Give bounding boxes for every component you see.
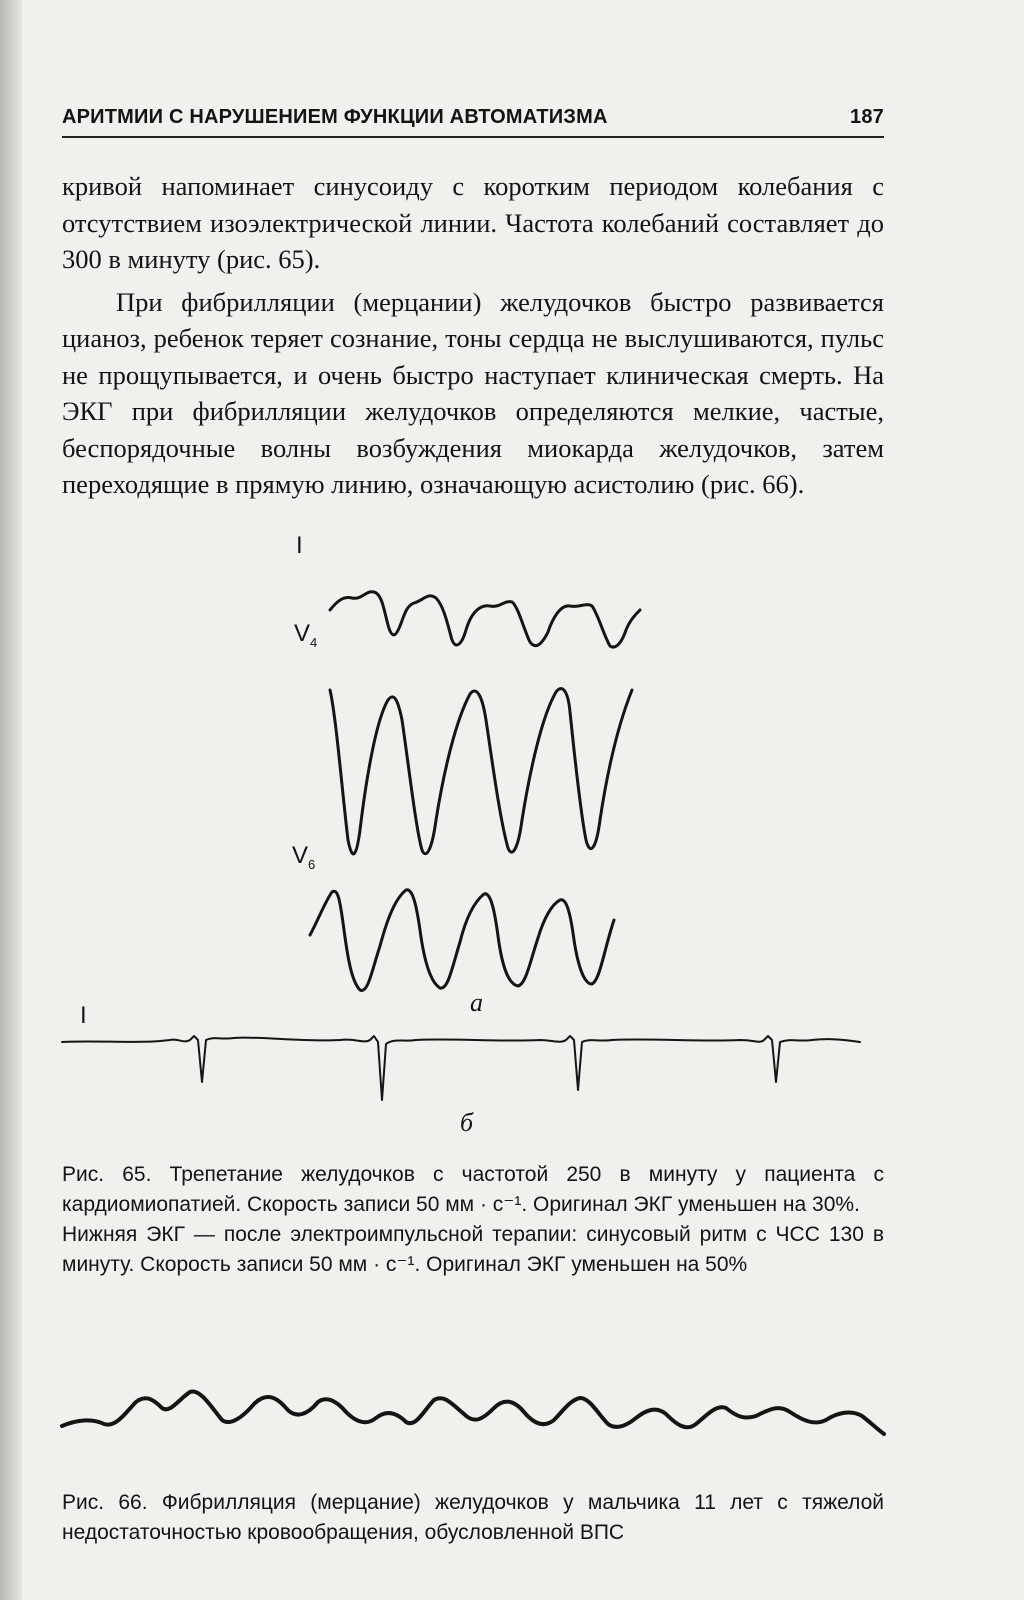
figure-65-caption-line-1: Рис. 65. Трепетание желудочков с частотой 250 в минуту у пациента с кардиомиопатией. Скорость записи 50 мм · с⁻¹. Оригинал ЭКГ уменьшен на 30%. — [62, 1163, 884, 1216]
ecg-trace-fibrillation — [62, 1391, 884, 1434]
chapter-title: АРИТМИИ С НАРУШЕНИЕМ ФУНКЦИИ АВТОМАТИЗМА — [62, 106, 608, 128]
figure-66-caption: Рис. 66. Фибрилляция (мерцание) желудочков у мальчика 11 лет с тяжелой недостаточностью кровообращения, обусловленной ВПС — [62, 1491, 884, 1544]
page-number: 187 — [850, 106, 884, 128]
panel-label-b: б — [460, 1108, 474, 1137]
lead-label-v4: $V_4$ — [294, 620, 318, 650]
ecg-trace-lead-i — [330, 592, 640, 647]
ecg-trace-sinus-rhythm — [62, 1036, 860, 1100]
ecg-trace-lead-v6 — [310, 890, 614, 991]
lead-label-v6: $V_6$ — [292, 842, 316, 872]
lead-label-i: I — [296, 532, 303, 559]
paragraph-2: При фибрилляции (мерцании) желудочков быстро развивается цианоз, ребенок теряет сознание, тоны сердца не выслушиваются, пульс не прощупывается, и очень быстро наступает клиническая смерть. На ЭКГ при фибрилляции желудочков определяются мелкие, частые, беспорядочные волны возбуждения миокарда желудочков, затем переходящие в прямую линию, означающую асистолию (рис. 66). — [62, 286, 884, 499]
panel-label-a: а — [470, 988, 483, 1017]
figure-65-caption — [62, 1160, 884, 1280]
paragraph-1: кривой напоминает синусоиду с коротким периодом колебания с отсутствием изоэлектрической линии. Частота колебаний составляет до 300 в минуту (рис. 65). — [62, 171, 884, 274]
lead-label-i-panel-b: I — [80, 1002, 87, 1029]
ecg-trace-lead-v4 — [330, 689, 632, 854]
figure-65-caption-line-2: Нижняя ЭКГ — после электроимпульсной терапии: синусовый ритм с ЧСС 130 в минуту. Скорость записи 50 мм · с⁻¹. Оригинал ЭКГ уменьшен на 50% — [62, 1223, 884, 1276]
